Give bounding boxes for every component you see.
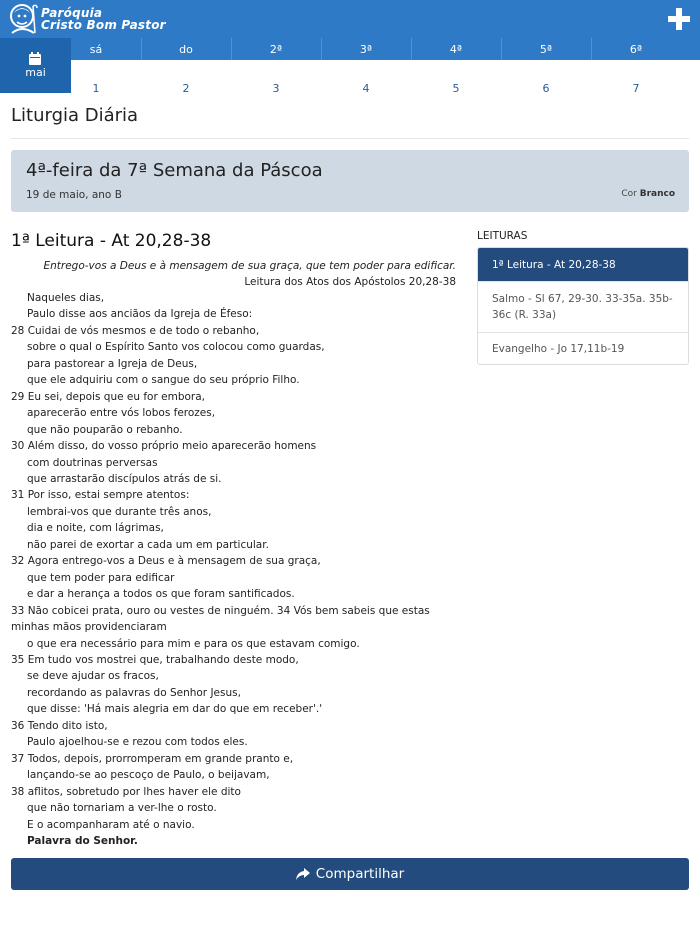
calendar-day-name: 4ª (449, 43, 463, 56)
day-info-box (11, 150, 689, 212)
calendar-day[interactable] (591, 38, 681, 100)
calendar-month-label: mai (25, 66, 46, 79)
verse-line: 37 Todos, depois, prorromperam em grande pranto e, (11, 752, 294, 765)
calendar-day-date: 3 (272, 82, 280, 95)
verse-line: se deve ajudar os fracos, (27, 670, 159, 683)
verse-line: lançando-se ao pescoço de Paulo, o beijavam, (27, 769, 270, 782)
verse-line: 35 Em tudo vos mostrei que, trabalhando deste modo, (11, 653, 299, 666)
share-arrow-icon (296, 868, 310, 880)
logo-text (41, 7, 166, 31)
logo-line-2: Cristo Bom Pastor (41, 18, 166, 32)
verse-line: que arrastarão discípulos atrás de si. (27, 472, 222, 485)
verse-line: 32 Agora entrego-vos a Deus e à mensagem de sua graça, (11, 555, 321, 568)
verse-line: aparecerão entre vós lobos ferozes, (27, 407, 216, 420)
verse-line: 30 Além disso, do vosso próprio meio aparecerão homens (11, 440, 317, 453)
verse-line: 36 Tendo dito isto, (11, 719, 108, 732)
verse-line: E o acompanharam até o navio. (27, 818, 195, 831)
calendar-day-date: 4 (362, 82, 370, 95)
verse-line: Paulo disse aos anciãos da Igreja de Éfeso: (27, 308, 253, 321)
calendar-day-date: 2 (182, 82, 190, 95)
calendar-day[interactable] (321, 38, 411, 100)
verse-line: não parei de exortar a cada um em particular. (27, 538, 269, 551)
verse-line: Naqueles dias, (27, 292, 105, 304)
shepherd-logo-icon (8, 3, 38, 35)
calendar-day-name: sá (89, 43, 103, 56)
calendar-day-name: 3ª (359, 43, 373, 56)
calendar-day[interactable] (231, 38, 321, 100)
calendar-icon (29, 52, 41, 65)
calendar-day[interactable] (411, 38, 501, 100)
verse-line: Paulo ajoelhou-se e rezou com todos eles. (27, 736, 248, 749)
verse-line: que disse: 'Há mais alegria em dar do que em receber'.' (27, 703, 323, 716)
verse-line: 31 Por isso, estai sempre atentos: (11, 489, 190, 502)
verse-line: 38 aflitos, sobretudo por lhes haver ele dito (11, 785, 241, 798)
verse-line: que não tornariam a ver-lhe o rosto. (27, 802, 217, 815)
calendar-day[interactable] (501, 38, 591, 100)
reading-link-psalm[interactable]: Salmo - Sl 67, 29-30. 33-35a. 35b-36c (R. 33a) (478, 281, 688, 332)
verse-line: sobre o qual o Espírito Santo vos colocou como guardas, (27, 341, 325, 354)
reading-epigraph: Entrego-vos a Deus e à mensagem de sua graça, que tem poder para edificar. (43, 260, 456, 272)
week-calendar (0, 38, 700, 100)
parish-logo[interactable] (8, 2, 166, 36)
liturgical-day-date: 19 de maio, ano B (26, 189, 122, 201)
app-header (0, 0, 700, 38)
verse-line: 28 Cuidai de vós mesmos e de todo o rebanho, (11, 324, 260, 337)
liturgical-day-title: 4ª-feira da 7ª Semana da Páscoa (26, 160, 323, 181)
calendar-day-name: 5ª (539, 43, 553, 56)
reading-closing: Palavra do Senhor. (27, 834, 138, 847)
verse-line: dia e noite, com lágrimas, (27, 522, 164, 535)
verse-line: recordando as palavras do Senhor Jesus, (27, 686, 241, 699)
verse-line: com doutrinas perversas (27, 456, 158, 469)
reading-text (11, 290, 461, 849)
reading-reference: Leitura dos Atos dos Apóstolos 20,28-38 (244, 276, 456, 288)
calendar-day-name: 2ª (269, 43, 283, 56)
calendar-day[interactable] (51, 38, 141, 100)
verse-line: o que era necessário para mim e para os que estavam comigo. (27, 637, 360, 650)
plus-icon[interactable] (666, 6, 692, 32)
calendar-day-name: 6ª (629, 43, 643, 56)
reading-title: 1ª Leitura - At 20,28-38 (11, 231, 212, 251)
share-button[interactable] (11, 858, 689, 890)
reading-link-first[interactable]: 1ª Leitura - At 20,28-38 (478, 248, 688, 281)
calendar-day-date: 7 (632, 82, 640, 95)
calendar-day[interactable] (141, 38, 231, 100)
liturgical-color (621, 189, 675, 199)
verse-line: para pastorear a Igreja de Deus, (27, 357, 198, 370)
readings-label: LEITURAS (477, 230, 528, 242)
verse-line: 33 Não cobicei prata, ouro ou vestes de ninguém. 34 Vós bem sabeis que estas minhas mãos providenciaram (11, 604, 430, 634)
calendar-day-date: 1 (92, 82, 100, 95)
page-title: Liturgia Diária (11, 105, 139, 126)
readings-list (477, 247, 689, 365)
title-divider (11, 138, 689, 139)
liturgical-color-value: Branco (639, 189, 675, 199)
verse-line: 29 Eu sei, depois que eu for embora, (11, 390, 205, 403)
calendar-day-date: 6 (542, 82, 550, 95)
verse-line: lembrai-vos que durante três anos, (27, 505, 212, 518)
verse-line: que não pouparão o rebanho. (27, 423, 183, 436)
share-label: Compartilhar (315, 866, 405, 882)
calendar-day-date: 5 (452, 82, 460, 95)
verse-line: e dar a herança a todos os que foram santificados. (27, 588, 295, 601)
logo-line-1: Paróquia (41, 6, 103, 20)
calendar-day-name: do (179, 43, 193, 56)
verse-line: que ele adquiriu com o sangue do seu próprio Filho. (27, 374, 300, 387)
reading-link-gospel[interactable]: Evangelho - Jo 17,11b-19 (478, 332, 688, 364)
verse-line: que tem poder para edificar (27, 571, 175, 584)
liturgical-color-label: Cor (621, 189, 637, 199)
